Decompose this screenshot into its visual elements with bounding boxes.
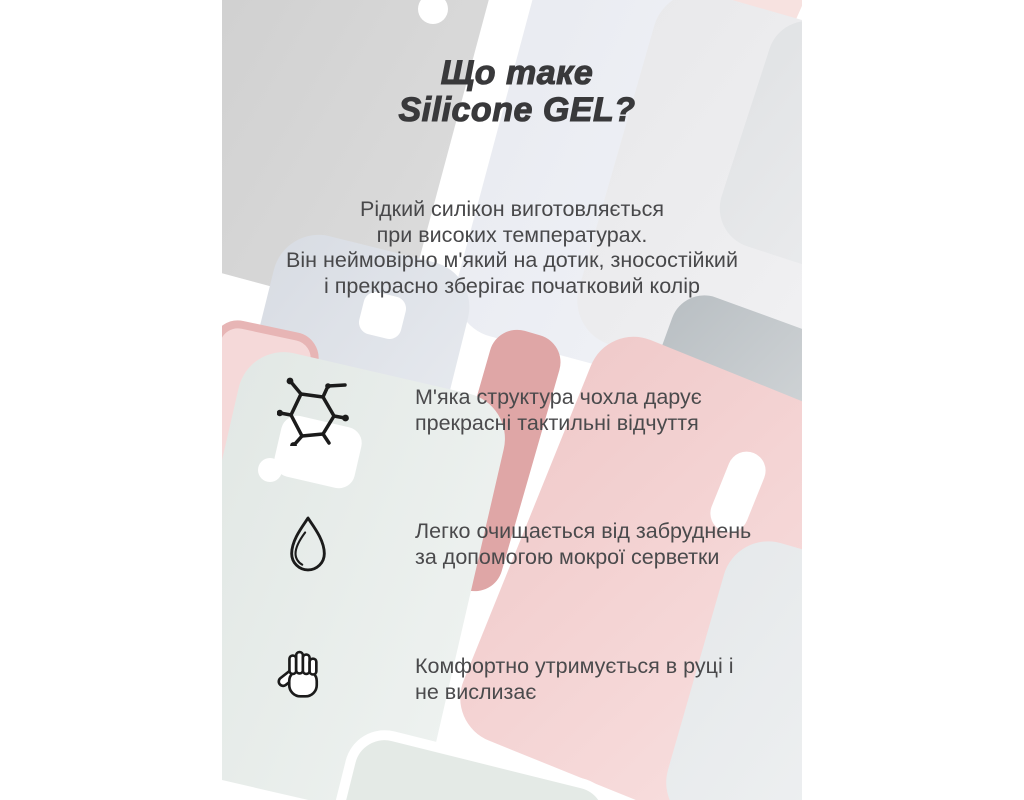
page-title	[312, 55, 722, 129]
intro-line: і прекрасно зберігає початковий колір	[324, 273, 700, 298]
hand-icon	[276, 647, 331, 707]
feature-line: Легко очищається від забруднень	[415, 519, 752, 543]
feature-line: М'яка структура чохла дарує	[415, 385, 702, 409]
intro-line: Рідкий силікон виготовляється	[360, 197, 664, 221]
intro-line: при високих температурах.	[376, 222, 648, 247]
feature-line: прекрасні тактильні відчуття	[415, 411, 699, 435]
feature-text-soft-structure	[415, 384, 702, 436]
molecule-icon	[277, 374, 349, 446]
camera-hole-cutout	[258, 458, 282, 482]
intro-paragraph	[242, 197, 782, 299]
feature-line: за допомогою мокрої серветки	[415, 545, 720, 569]
feature-text-grip	[415, 653, 733, 705]
title-line-1: Що таке	[440, 54, 594, 92]
feature-text-easy-clean	[415, 518, 751, 570]
title-line-2: Silicone GEL?	[398, 91, 636, 129]
feature-line: Комфортно утримується в руці і	[415, 654, 734, 678]
feature-line: не вислизає	[415, 680, 537, 704]
water-drop-icon	[284, 513, 332, 575]
intro-line: Він неймовірно м'який на дотик, зносостійкий	[286, 248, 738, 272]
